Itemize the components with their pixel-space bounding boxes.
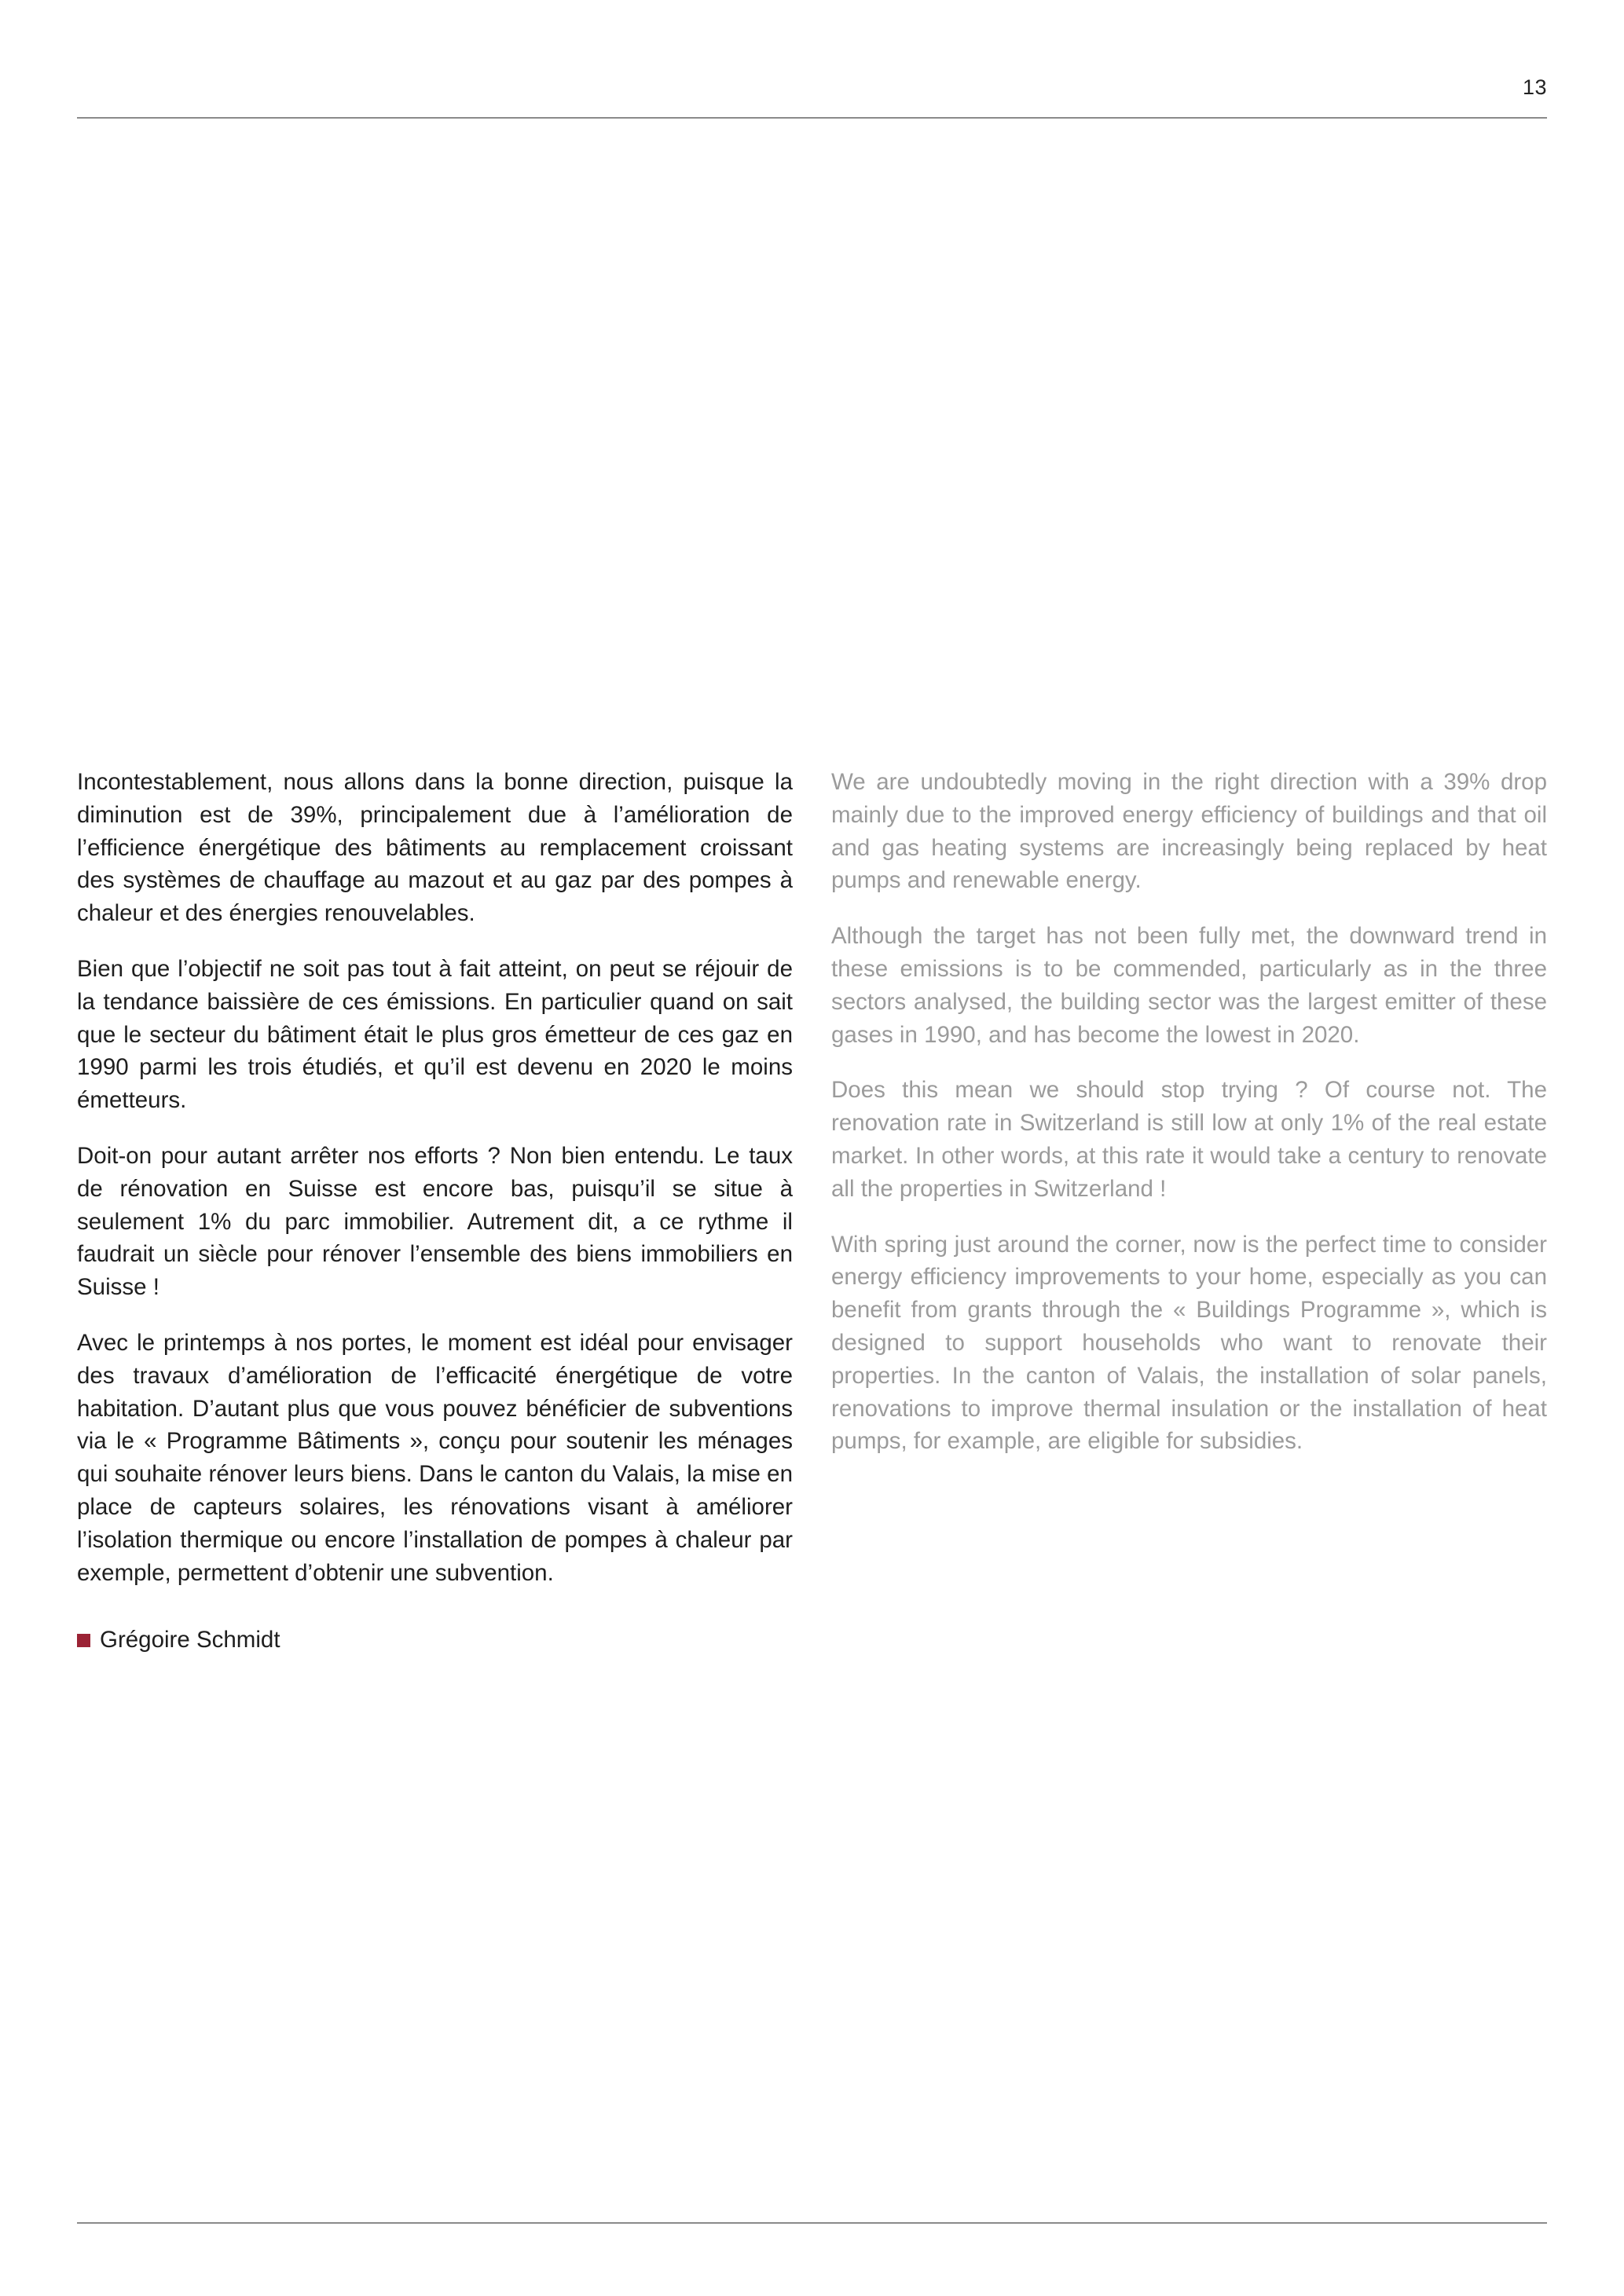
author-signature — [77, 1624, 793, 1657]
footer-divider — [77, 2222, 1547, 2224]
french-paragraph-1: Incontestablement, nous allons dans la bonne direction, puisque la diminution est de 39%, principalement due à l’amélioration de l’efficience énergétique des bâtiments au remplacement croissant des systèmes de chauffage au mazout et au gaz par des pompes à chaleur et des énergies renouvelables. — [77, 769, 793, 927]
header-divider — [77, 117, 1547, 119]
english-column — [831, 766, 1547, 1481]
square-bullet-icon — [77, 1634, 90, 1647]
french-paragraph-4: Avec le printemps à nos portes, le moment est idéal pour envisager des travaux d’amélioration de l’efficacité énergétique de votre habitation. D’autant plus que vous pouvez bénéficier de subventions via le « Programme Bâtiments », conçu pour soutenir les ménages qui souhaite rénover leurs biens. Dans le canton du Valais, la mise en place de capteurs solaires, les rénovations visant à améliorer l’isolation thermique ou encore l’installation de pompes à chaleur par exemple, permettent d’obtenir une subvention. — [77, 1329, 793, 1586]
french-column — [77, 766, 793, 1657]
english-paragraph-4: With spring just around the corner, now is the perfect time to consider energy efficiency improvements to your home, especially as you can benefit from grants through the « Buildings Programme », which is designed to support households who want to renovate their properties. In the canton of Valais, the installation of solar panels, renovations to improve thermal insulation or the installation of heat pumps, for example, are eligible for subsidies. — [831, 1231, 1547, 1455]
french-paragraph-3: Doit-on pour autant arrêter nos efforts ? Non bien entendu. Le taux de rénovation en Suisse est encore bas, puisqu’il se situe à seulement 1% du parc immobilier. Autrement dit, a ce rythme il faudrait un siècle pour rénover l’ensemble des biens immobiliers en Suisse ! — [77, 1142, 793, 1301]
page-number: 13 — [1522, 75, 1547, 99]
english-paragraph-3: Does this mean we should stop trying ? Of course not. The renovation rate in Switzerland is still low at only 1% of the real estate market. In other words, at this rate it would take a century to renovate all the properties in Switzerland ! — [831, 1077, 1547, 1202]
author-name: Grégoire Schmidt — [100, 1627, 280, 1653]
french-paragraph-2: Bien que l’objectif ne soit pas tout à fait atteint, on peut se réjouir de la tendance baissière de ces émissions. En particulier quand on sait que le secteur du bâtiment était le plus gros émetteur de ces gaz en 1990 parmi les trois étudiés, et qu’il est devenu en 2020 le moins émetteurs. — [77, 955, 793, 1114]
english-paragraph-2: Although the target has not been fully met, the downward trend in these emissions is to be commended, particularly as in the three sectors analysed, the building sector was the largest emitter of these gases in 1990, and has become the lowest in 2020. — [831, 923, 1547, 1048]
english-paragraph-1: We are undoubtedly moving in the right direction with a 39% drop mainly due to the improved energy efficiency of buildings and that oil and gas heating systems are increasingly being replaced by heat pumps and renewable energy. — [831, 769, 1547, 894]
